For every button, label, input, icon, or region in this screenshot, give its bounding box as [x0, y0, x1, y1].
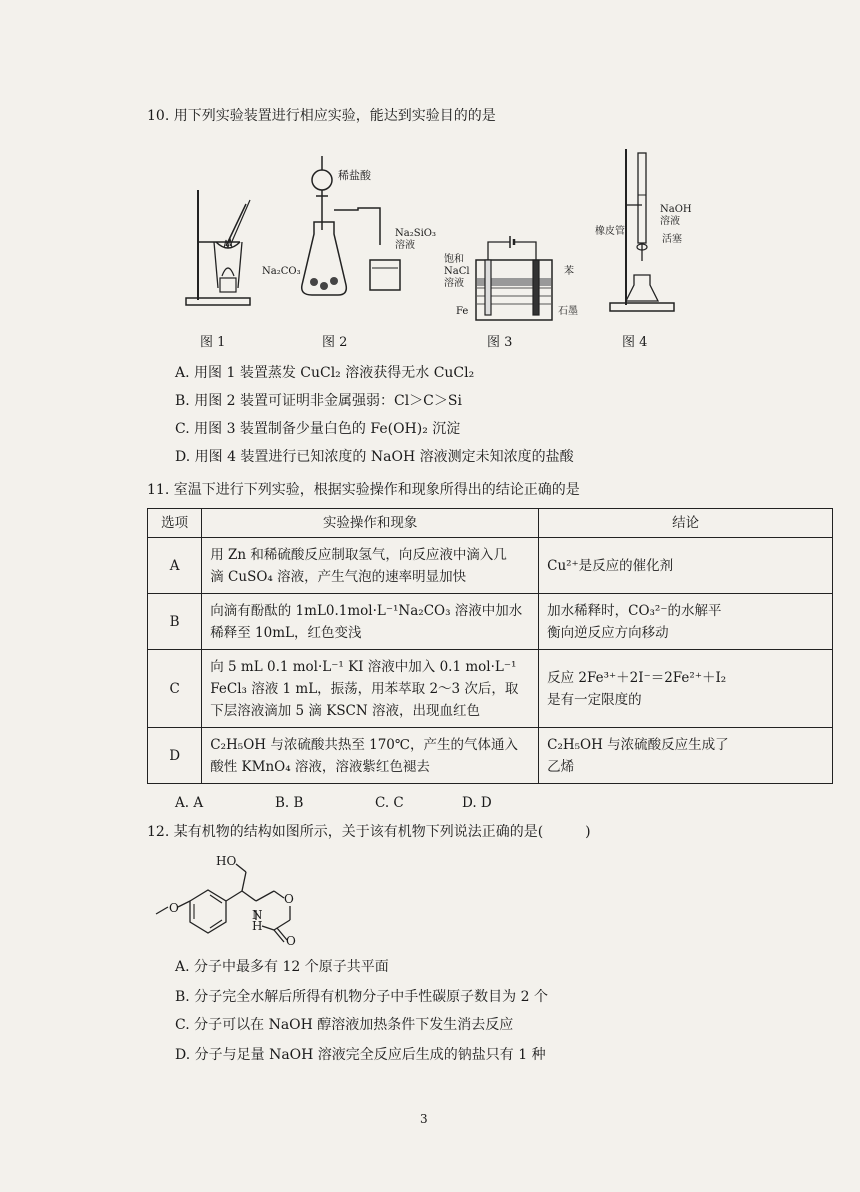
q12-option-a: A. 分子中最多有 12 个原子共平面: [175, 959, 389, 975]
q10-stem: 10. 用下列实验装置进行相应实验，能达到实验目的的是: [147, 108, 496, 124]
q12-option-d: D. 分子与足量 NaOH 溶液完全反应后生成的钠盐只有 1 种: [175, 1047, 546, 1063]
q11-answer-b: B. B: [275, 795, 304, 811]
header-operation: 实验操作和现象: [202, 509, 539, 538]
row-operation: [202, 594, 539, 650]
fig3-graphite-label: 石墨: [558, 306, 578, 317]
fig4-solution-label: 溶液: [660, 216, 680, 227]
row-conclusion: [539, 650, 833, 728]
figure-3-electrolysis-apparatus: [470, 230, 560, 325]
operation-line: 下层溶液滴加 5 滴 KSCN 溶液，出现血红色: [210, 702, 480, 719]
operation-line: 向 5 mL 0.1 mol·L⁻¹ KI 溶液中加入 0.1 mol·L⁻¹: [210, 658, 517, 675]
table-row: [148, 728, 833, 784]
fig2-na2sio3-label: Na₂SiO₃: [395, 228, 436, 239]
row-operation: [202, 728, 539, 784]
header-conclusion: 结论: [539, 509, 833, 538]
operation-line: 用 Zn 和稀硫酸反应制取氢气，向反应液中滴入几: [210, 546, 507, 563]
conclusion-line: 乙烯: [547, 758, 575, 775]
row-conclusion: [539, 538, 833, 594]
operation-line: FeCl₃ 溶液 1 mL，振荡，用苯萃取 2～3 次后，取: [210, 680, 519, 697]
q12-methoxy-o-label: O: [169, 901, 179, 915]
conclusion-line: 加水稀释时，CO₃²⁻的水解平: [547, 602, 722, 619]
q12-n-label: N: [252, 908, 263, 922]
header-option: 选项: [148, 509, 202, 538]
fig3-fe-label: Fe: [456, 306, 469, 317]
fig4-piston-label: 活塞: [662, 234, 682, 245]
conclusion-line: Cu²⁺是反应的催化剂: [547, 557, 674, 574]
table-row: [148, 650, 833, 728]
q10-option-c: C. 用图 3 装置制备少量白色的 Fe(OH)₂ 沉淀: [175, 421, 461, 437]
fig3-saturated-label: 饱和: [444, 254, 464, 265]
q10-option-b: B. 用图 2 装置可证明非金属强弱：Cl＞C＞Si: [175, 393, 462, 409]
q11-experiment-table: [147, 508, 833, 784]
row-option-label: C: [148, 650, 202, 728]
q12-option-b: B. 分子完全水解后所得有机物分子中手性碳原子数目为 2 个: [175, 989, 548, 1005]
conclusion-line: C₂H₅OH 与浓硫酸反应生成了: [547, 736, 729, 753]
table-row: [148, 538, 833, 594]
row-option-label: B: [148, 594, 202, 650]
fig2-solution-label: 溶液: [395, 240, 415, 251]
operation-line: 滴 CuSO₄ 溶液，产生气泡的速率明显加快: [210, 568, 467, 585]
figure-1-evaporation-apparatus: [178, 182, 258, 312]
q12-option-c: C. 分子可以在 NaOH 醇溶液加热条件下发生消去反应: [175, 1017, 514, 1033]
q10-option-d: D. 用图 4 装置进行已知浓度的 NaOH 溶液测定未知浓度的盐酸: [175, 449, 574, 465]
q11-answer-d: D. D: [462, 795, 492, 811]
row-conclusion: [539, 728, 833, 784]
fig2-na2co3-label: Na₂CO₃: [262, 266, 301, 277]
table-row: [148, 594, 833, 650]
operation-line: 向滴有酚酞的 1mL0.1mol·L⁻¹Na₂CO₃ 溶液中加水: [210, 602, 523, 619]
q12-carbonyl-o-label: O: [286, 934, 296, 948]
table-header-row: [148, 509, 833, 538]
conclusion-line: 反应 2Fe³⁺＋2I⁻＝2Fe²⁺＋I₂: [547, 669, 727, 686]
row-operation: [202, 650, 539, 728]
fig3-solution-label: 溶液: [444, 278, 464, 289]
q12-stem: 12. 某有机物的结构如图所示，关于该有机物下列说法正确的是( ): [147, 824, 591, 840]
fig4-naoh-label: NaOH: [660, 204, 692, 215]
operation-line: 酸性 KMnO₄ 溶液，溶液紫红色褪去: [210, 758, 430, 775]
q11-answer-c: C. C: [375, 795, 404, 811]
conclusion-line: 衡向逆反应方向移动: [547, 624, 669, 641]
row-conclusion: [539, 594, 833, 650]
page-number: 3: [420, 1112, 428, 1126]
operation-line: 稀释至 10mL，红色变浅: [210, 624, 362, 641]
fig3-benzene-label: 苯: [564, 266, 574, 277]
q10-option-a: A. 用图 1 装置蒸发 CuCl₂ 溶液获得无水 CuCl₂: [175, 365, 475, 381]
q11-answer-a: A. A: [175, 795, 204, 811]
row-option-label: D: [148, 728, 202, 784]
fig3-nacl-label: NaCl: [444, 266, 470, 277]
q12-ho-label: HO: [216, 854, 237, 868]
figure-2-caption: 图 2: [322, 335, 348, 350]
row-option-label: A: [148, 538, 202, 594]
figure-1-caption: 图 1: [200, 335, 226, 350]
fig4-rubber-tube-label: 橡皮管: [595, 226, 625, 237]
figure-3-caption: 图 3: [487, 335, 513, 350]
operation-line: C₂H₅OH 与浓硫酸共热至 170℃，产生的气体通入: [210, 736, 518, 753]
q12-h-label: H: [252, 919, 263, 933]
q11-stem: 11. 室温下进行下列实验，根据实验操作和现象所得出的结论正确的是: [147, 482, 580, 498]
row-operation: [202, 538, 539, 594]
figure-4-caption: 图 4: [622, 335, 648, 350]
q12-ring-o-label: O: [284, 892, 294, 906]
conclusion-line: 是有一定限度的: [547, 691, 642, 708]
fig2-acid-label: 稀盐酸: [338, 169, 371, 182]
